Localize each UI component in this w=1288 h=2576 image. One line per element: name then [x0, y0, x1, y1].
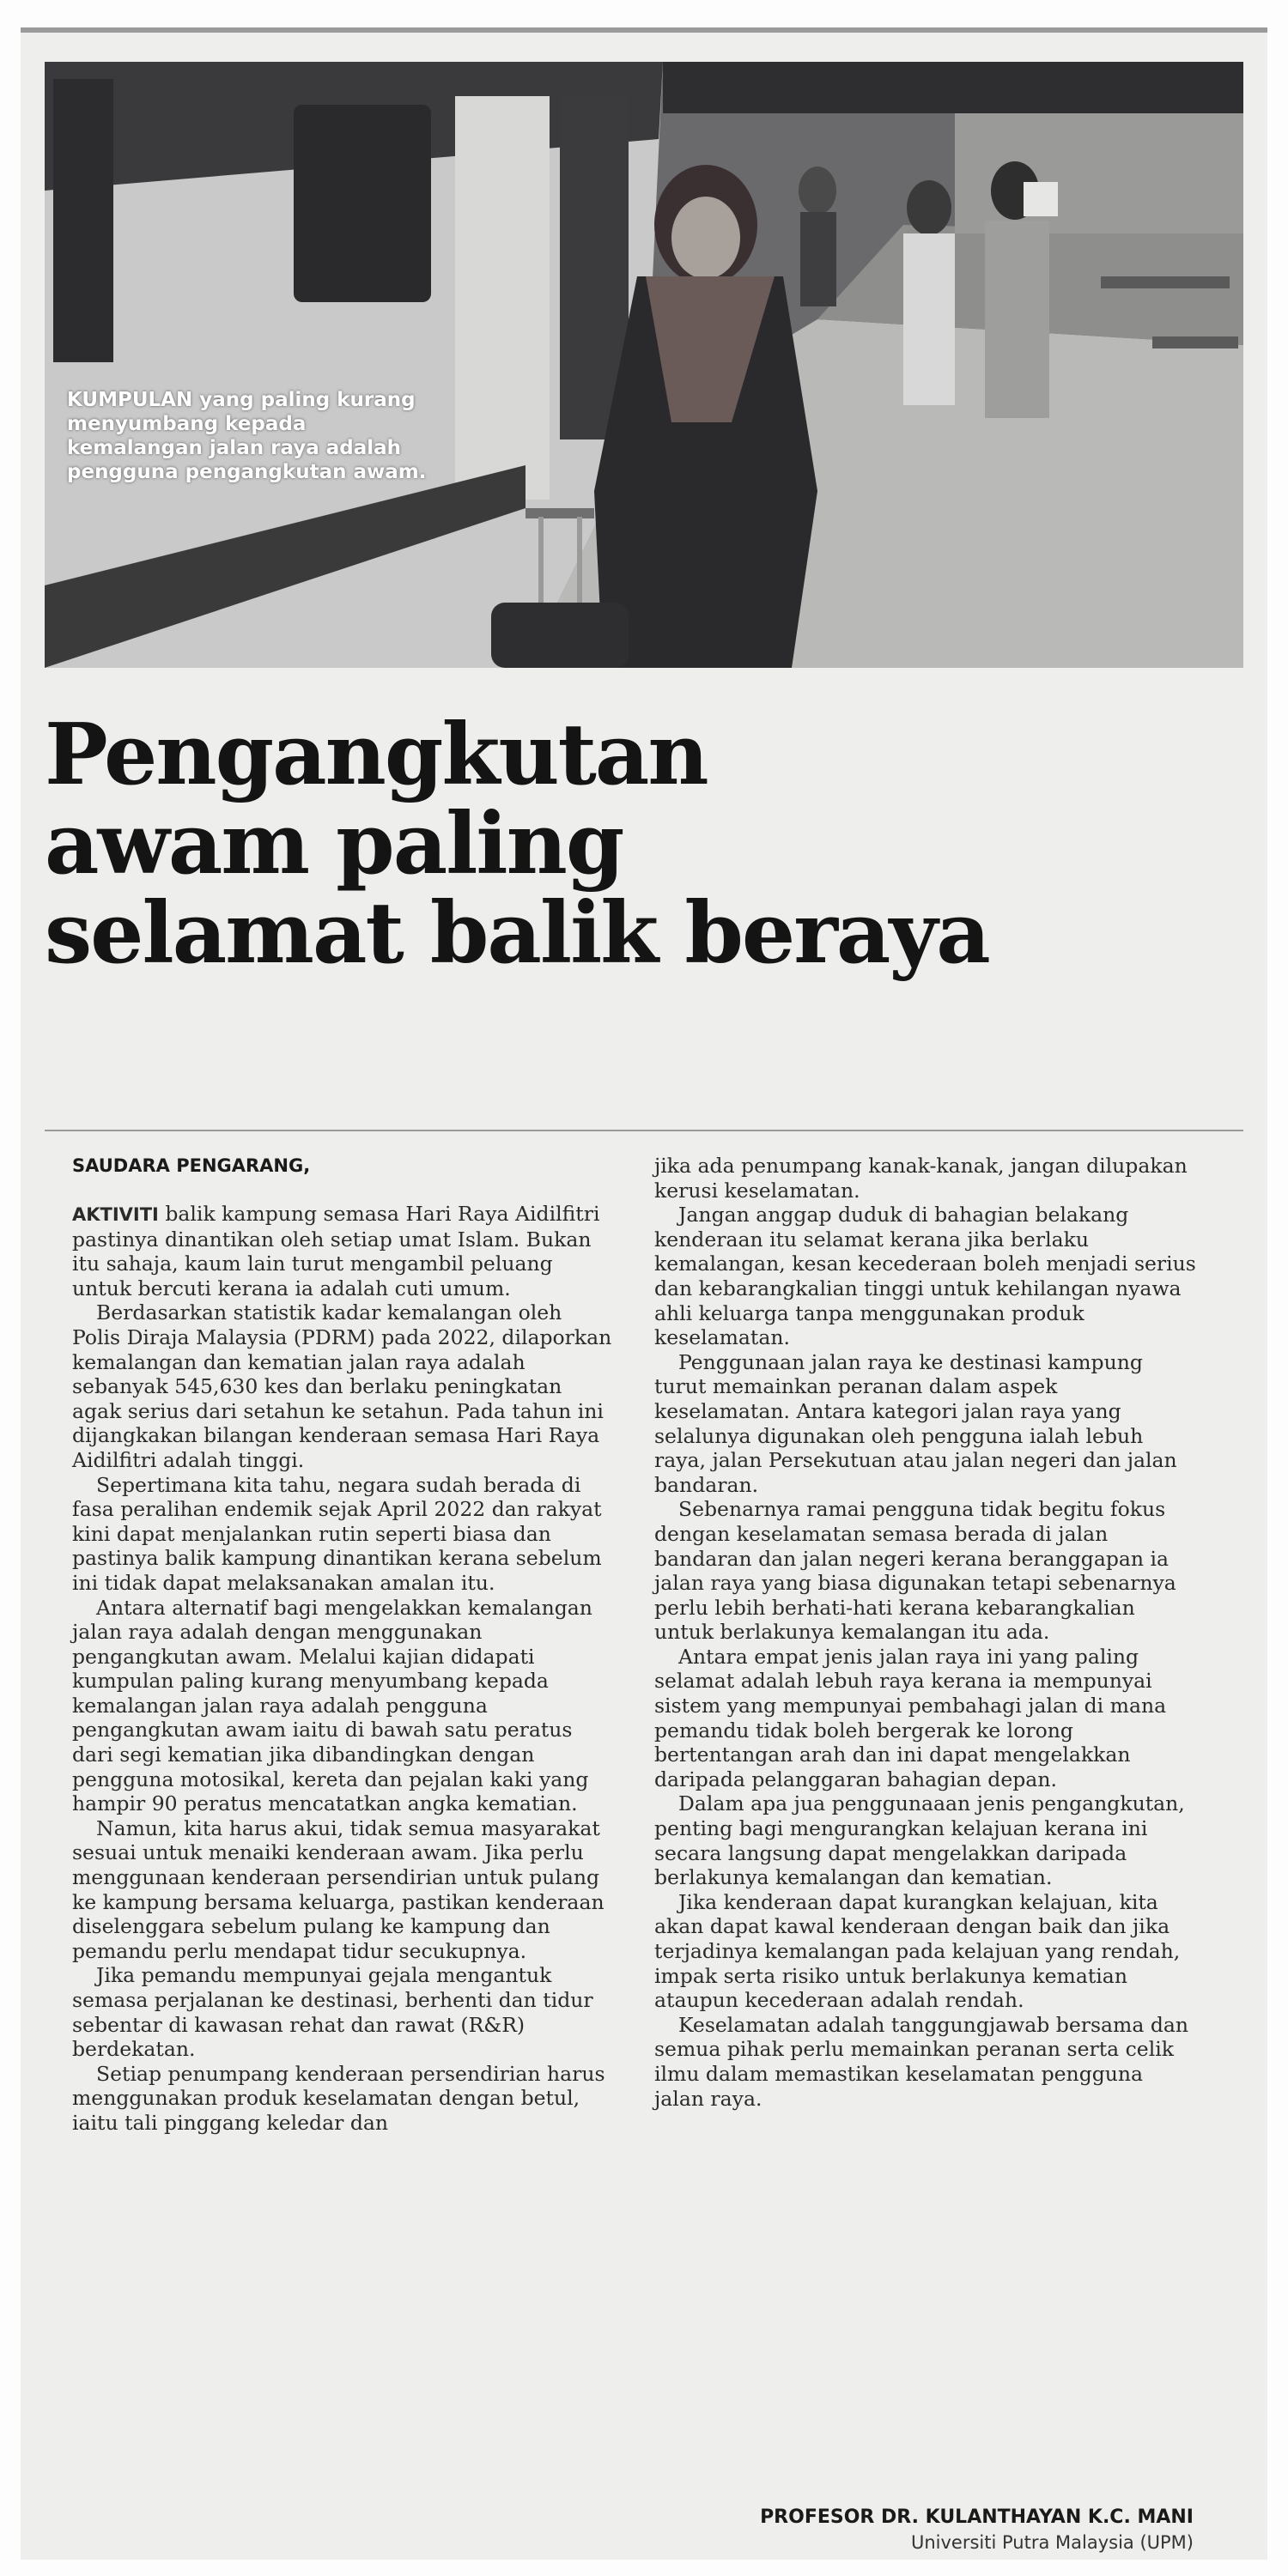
- paragraph: Jika pemandu mempunyai gejala mengantuk semasa perjalanan ke destinasi, berhenti dan tidur sebentar di kawasan rehat dan rawat (R&R) berdekatan.: [72, 1963, 593, 2062]
- article-column-right: [654, 1154, 1197, 2111]
- paragraph: Setiap penumpang kenderaan persendirian harus menggunakan produk keselamatan dengan betul, iaitu tali pinggang keledar dan: [72, 2061, 605, 2135]
- paragraph: Antara empat jenis jalan raya ini yang paling selamat adalah lebuh raya kerana ia mempunyai sistem yang mempunyai pembahagi jalan di mana pemandu tidak boleh bergerak ke lorong bertentangan arah dan ini dapat mengelakkan daripada pelanggaran bahagian depan.: [654, 1644, 1167, 1791]
- paragraph: Dalam apa jua penggunaaan jenis pengangkutan, penting bagi mengurangkan kelajuan kerana ini secara langsung dapat mengelakkan daripada berlakunya kemalangan dan kematian.: [654, 1791, 1185, 1890]
- paragraph: Sepertimana kita tahu, negara sudah berada di fasa peralihan endemik sejak April 2022 dan rakyat kini dapat menjalankan rutin seperti biasa dan pastinya balik kampung dinantikan kerana sebelum ini tidak dapat melaksanakan amalan itu.: [72, 1472, 602, 1595]
- headline-line-2: awam paling: [45, 795, 623, 894]
- headline-line-3: selamat balik beraya: [45, 884, 989, 983]
- paragraph: Keselamatan adalah tanggungjawab bersama dan semua pihak perlu memainkan peranan serta celik ilmu dalam memastikan keselamatan pengguna jalan raya.: [654, 2012, 1189, 2111]
- salutation: SAUDARA PENGARANG,: [72, 1155, 311, 1176]
- author-affiliation: Universiti Putra Malaysia (UPM): [910, 2532, 1194, 2553]
- newspaper-page: [21, 27, 1267, 2560]
- paragraph: Jika kenderaan dapat kurangkan kelajuan, kita akan dapat kawal kenderaan dengan baik dan jika terjadinya kemalangan pada kelajuan yang rendah, impak serta risiko untuk berlakunya kematian ataupun kecederaan adalah rendah.: [654, 1889, 1181, 2013]
- author-signature: [654, 2505, 1194, 2555]
- paragraph: Sebenarnya ramai pengguna tidak begitu fokus dengan keselamatan semasa berada di jalan bandaran dan jalan negeri kerana beranggapan ia jalan raya yang biasa digunakan tetapi sebenarnya perlu lebih berhati-hati kerana kebarangkalian untuk berlakunya kemalangan itu ada.: [654, 1497, 1176, 1645]
- author-name: PROFESOR DR. KULANTHAYAN K.C. MANI: [760, 2506, 1194, 2528]
- photo-caption: [67, 388, 436, 484]
- paragraph-text: balik kampung semasa Hari Raya Aidilfitri pastinya dinantikan oleh setiap umat Islam. Bukan itu sahaja, kaum lain turut mengambil peluang untuk bercuti kerana ia adalah cuti umum.: [72, 1202, 600, 1300]
- paragraph: Penggunaan jalan raya ke destinasi kampung turut memainkan peranan dalam aspek keselamatan. Antara kategori jalan raya yang selalunya digunakan oleh pengguna ialah lebuh raya, jalan Persekutuan atau jalan negeri dan jalan bandaran.: [654, 1349, 1177, 1497]
- article-headline: [45, 706, 1247, 983]
- paragraph: Namun, kita harus akui, tidak semua masyarakat sesuai untuk menaiki kenderaan awam. Jika perlu menggunaan kenderaan persendirian untuk pulang ke kampung bersama keluarga, pastikan kenderaan diselenggara sebelum pulang ke kampung dan pemandu perlu mendapat tidur secukupnya.: [72, 1815, 605, 1963]
- headline-divider: [45, 1130, 1243, 1131]
- paragraph: Berdasarkan statistik kadar kemalangan oleh Polis Diraja Malaysia (PDRM) pada 2022, dilaporkan kemalangan dan kematian jalan raya adalah sebanyak 545,630 kes dan berlaku peningkatan agak serius dari setahun ke setahun. Pada tahun ini dijangkakan bilangan kenderaan semasa Hari Raya Aidilfitri adalah tinggi.: [72, 1300, 612, 1472]
- article-photo: [45, 62, 1243, 668]
- train-platform-photo: [45, 62, 1243, 668]
- paragraph: Antara alternatif bagi mengelakkan kemalangan jalan raya adalah dengan menggunakan pengangkutan awam. Melalui kajian didapati kumpulan paling kurang menyumbang kepada kemalangan jalan raya adalah pengguna pengangkutan awam iaitu di bawah satu peratus dari segi kematian jika dibandingkan dengan pengguna motosikal, kereta dan pejalan kaki yang hampir 90 peratus mencatatkan angka kematian.: [72, 1595, 592, 1816]
- paragraph: Jangan anggap duduk di bahagian belakang kenderaan itu selamat kerana jika berlaku kemalangan, kesan kecederaan boleh menjadi serius dan kebarangkalian tinggi untuk kehilangan nyawa ahli keluarga tanpa menggunakan produk keselamatan.: [654, 1203, 1196, 1350]
- caption-text: yang paling kurang menyumbang kepada kemalangan jalan raya adalah pengguna pengangkutan awam.: [67, 389, 427, 483]
- paragraph: jika ada penumpang kanak-kanak, jangan dilupakan kerusi keselamatan.: [654, 1154, 1188, 1203]
- paragraph: [72, 1202, 615, 1300]
- article-column-left: [72, 1154, 615, 2136]
- headline-line-1: Pengangkutan: [45, 706, 708, 804]
- caption-lead: KUMPULAN: [67, 389, 193, 411]
- lead-word: AKTIVITI: [72, 1204, 159, 1225]
